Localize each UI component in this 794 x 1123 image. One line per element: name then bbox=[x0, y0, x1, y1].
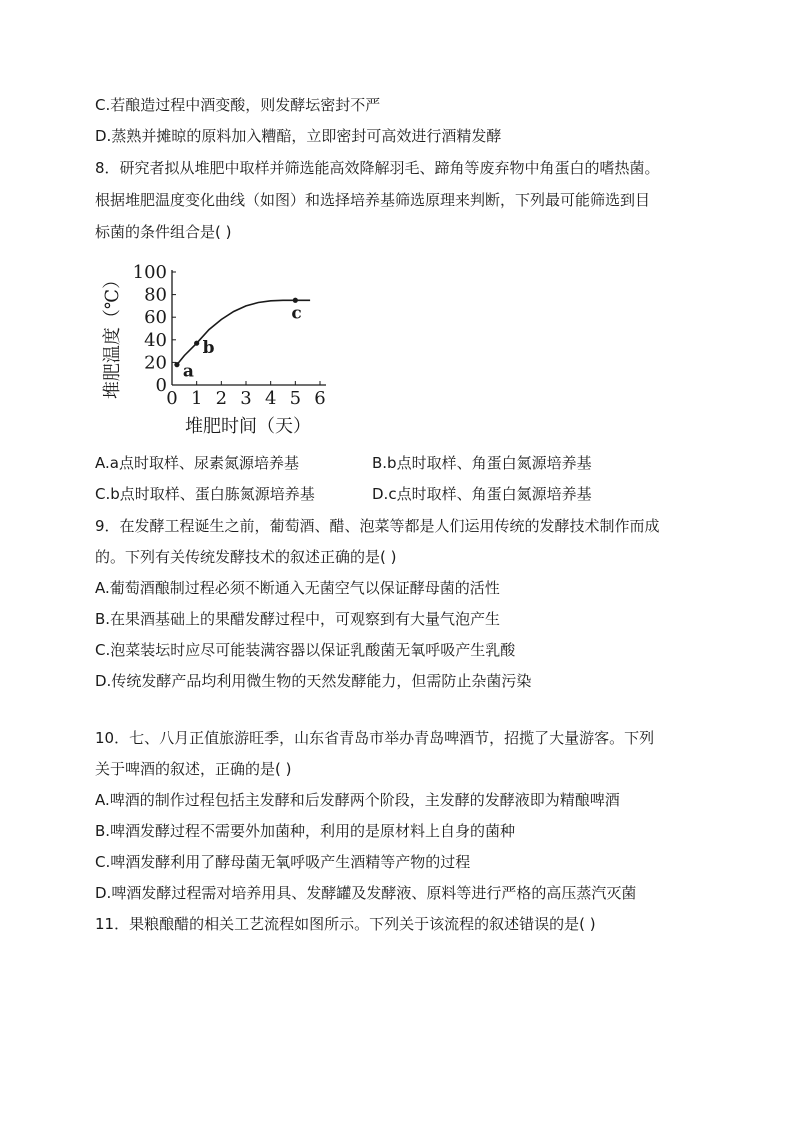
question-8-option-a: A.a点时取样、尿素氮源培养基 bbox=[95, 454, 299, 472]
y-tick-label: 100 bbox=[132, 262, 167, 283]
question-10-option-a: A.啤酒的制作过程包括主发酵和后发酵两个阶段，主发酵的发酵液即为精酿啤酒 bbox=[95, 791, 620, 809]
chart-axes bbox=[172, 270, 326, 385]
x-tick-label: 3 bbox=[240, 388, 252, 409]
x-tick-label: 5 bbox=[289, 388, 302, 409]
point-a-label: a bbox=[182, 361, 194, 382]
question-8-stem-3: 标菌的条件组合是( ) bbox=[95, 223, 232, 241]
point-b-marker bbox=[194, 341, 199, 346]
point-b-label: b bbox=[202, 338, 215, 359]
chart-y-ticks bbox=[133, 262, 176, 396]
question-8-option-b: B.b点时取样、角蛋白氮源培养基 bbox=[372, 454, 592, 472]
point-c-label: c bbox=[291, 303, 302, 324]
option-d-prev: D.蒸熟并摊晾的原料加入糟醅，立即密封可高效进行酒精发酵 bbox=[95, 127, 502, 145]
question-10-option-d: D.啤酒发酵过程需对培养用具、发酵罐及发酵液、原料等进行严格的高压蒸汽灭菌 bbox=[95, 884, 637, 902]
x-tick-label: 2 bbox=[215, 388, 228, 409]
question-9-stem-1: 9．在发酵工程诞生之前，葡萄酒、醋、泡菜等都是人们运用传统的发酵技术制作而成 bbox=[95, 517, 660, 535]
y-tick-label: 60 bbox=[144, 307, 167, 329]
y-tick-label: 0 bbox=[155, 375, 167, 396]
question-9-option-d: D.传统发酵产品均利用微生物的天然发酵能力，但需防止杂菌污染 bbox=[95, 672, 532, 690]
compost-temperature-chart bbox=[98, 255, 338, 445]
question-10-stem-1: 10．七、八月正值旅游旺季，山东省青岛市举办青岛啤酒节，招揽了大量游客。下列 bbox=[95, 729, 655, 747]
y-tick-label: 80 bbox=[144, 284, 167, 306]
x-tick-label: 1 bbox=[190, 388, 203, 409]
question-9-option-b: B.在果酒基础上的果醋发酵过程中，可观察到有大量气泡产生 bbox=[95, 610, 501, 628]
question-9-option-a: A.葡萄酒酿制过程必须不断通入无菌空气以保证酵母菌的活性 bbox=[95, 579, 500, 597]
x-tick-label: 0 bbox=[166, 388, 178, 409]
temperature-curve bbox=[177, 300, 310, 364]
point-a-marker bbox=[174, 362, 179, 367]
y-tick-label: 40 bbox=[144, 329, 167, 351]
option-c-prev: C.若酿造过程中酒变酸，则发酵坛密封不严 bbox=[95, 96, 381, 114]
question-10-stem-2: 关于啤酒的叙述，正确的是( ) bbox=[95, 760, 292, 778]
question-8-option-c: C.b点时取样、蛋白胨氮源培养基 bbox=[95, 485, 315, 503]
x-axis-label: 堆肥时间（天） bbox=[185, 416, 311, 437]
question-9-option-c: C.泡菜装坛时应尽可能装满容器以保证乳酸菌无氧呼吸产生乳酸 bbox=[95, 641, 516, 659]
x-tick-label: 6 bbox=[314, 388, 326, 409]
y-tick-label: 20 bbox=[144, 352, 167, 374]
question-9-stem-2: 的。下列有关传统发酵技术的叙述正确的是( ) bbox=[95, 548, 397, 566]
question-10-option-b: B.啤酒发酵过程不需要外加菌种，利用的是原材料上自身的菌种 bbox=[95, 822, 516, 840]
question-8-stem-2: 根据堆肥温度变化曲线（如图）和选择培养基筛选原理来判断，下列最可能筛选到目 bbox=[95, 191, 651, 209]
x-tick-label: 4 bbox=[264, 388, 277, 409]
question-8-option-d: D.c点时取样、角蛋白氮源培养基 bbox=[372, 485, 592, 503]
point-c-marker bbox=[293, 298, 298, 303]
question-10-option-c: C.啤酒发酵利用了酵母菌无氧呼吸产生酒精等产物的过程 bbox=[95, 853, 471, 871]
question-11-stem: 11．果粮酿醋的相关工艺流程如图所示。下列关于该流程的叙述错误的是( ) bbox=[95, 915, 596, 933]
question-8-stem-1: 8．研究者拟从堆肥中取样并筛选能高效降解羽毛、蹄角等废弃物中角蛋白的嗜热菌。 bbox=[95, 159, 660, 177]
y-axis-label: 堆肥温度（℃） bbox=[102, 270, 123, 400]
